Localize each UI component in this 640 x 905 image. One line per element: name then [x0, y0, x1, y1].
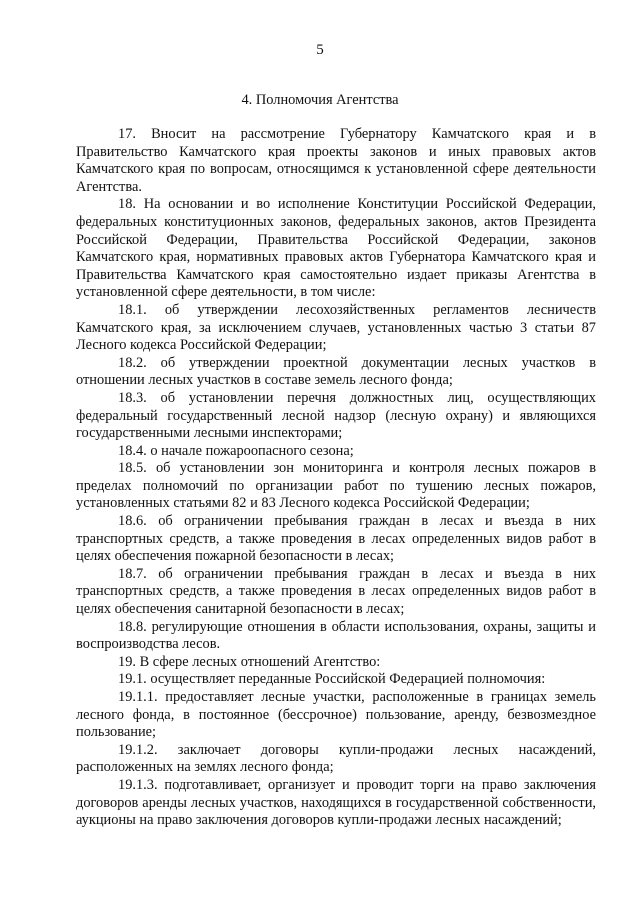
paragraph-18-2: 18.2. об утверждении проектной документации лесных участков в отношении лесных участков в составе земель лесного фонда;	[76, 354, 596, 389]
paragraph-19-1: 19.1. осуществляет переданные Российской Федерацией полномочия:	[118, 671, 546, 688]
paragraph-19-1-3: 19.1.3. подготавливает, организует и проводит торги на право заключения договоров аренды лесных участков, находящихся в государственной собственности, аукционы на право заключения договоров купли-продажи лесных насаждений;	[76, 776, 596, 829]
paragraph-18-1: 18.1. об утверждении лесохозяйственных регламентов лесничеств Камчатского края, за исключением случаев, установленных частью 3 статьи 87 Лесного кодекса Российской Федерации;	[76, 301, 596, 354]
document-body	[76, 126, 596, 830]
paragraph-19-1-1: 19.1.1. предоставляет лесные участки, расположенные в границах земель лесного фонда, в постоянное (бессрочное) пользование, аренду, безвозмездное пользование;	[76, 689, 596, 741]
paragraph-18-3: 18.3. об установлении перечня должностных лиц, осуществляющих федеральный государственный лесной надзор (лесную охрану) и являющихся государственными лесными инспекторами;	[76, 389, 596, 442]
paragraph-19: 19. В сфере лесных отношений Агентство:	[118, 653, 381, 670]
paragraph-17: 17. Вносит на рассмотрение Губернатору Камчатского края и в Правительство Камчатского края проекты законов и иных правовых актов Камчатского края по вопросам, относящимся к установленной сфере деятельности Агентства.	[76, 126, 596, 195]
paragraph-18-5: 18.5. об установлении зон мониторинга и контроля лесных пожаров в пределах полномочий по организации работ по тушению лесных пожаров, установленных статьями 82 и 83 Лесного кодекса Российской Федерации;	[76, 460, 596, 512]
paragraph-18-7: 18.7. об ограничении пребывания граждан в лесах и въезда в них транспортных средств, а также проведения в лесах определенных видов работ в целях обеспечения санитарной безопасности в лесах;	[76, 565, 596, 618]
page-number: 5	[316, 42, 324, 58]
paragraph-18-6: 18.6. об ограничении пребывания граждан в лесах и въезда в них транспортных средств, а также проведения в лесах определенных видов работ в целях обеспечения пожарной безопасности в лесах;	[76, 513, 596, 565]
section-title: 4. Полномочия Агентства	[241, 92, 399, 108]
paragraph-18: 18. На основании и во исполнение Конституции Российской Федерации, федеральных конституционных законов, федеральных законов, актов Президента Российской Федерации, Правительства Российской Федерации, законов Камчатского края, нормативных правовых актов Губернатора Камчатского края и Правительства Камчатского края самостоятельно издает приказы Агентства в установленной сфере деятельности, в том числе:	[76, 196, 596, 301]
paragraph-18-8: 18.8. регулирующие отношения в области использования, охраны, защиты и воспроизводства лесов.	[76, 618, 596, 653]
paragraph-18-4: 18.4. о начале пожароопасного сезона;	[118, 442, 354, 459]
paragraph-19-1-2: 19.1.2. заключает договоры купли-продажи лесных насаждений, расположенных на землях лесного фонда;	[76, 741, 596, 776]
